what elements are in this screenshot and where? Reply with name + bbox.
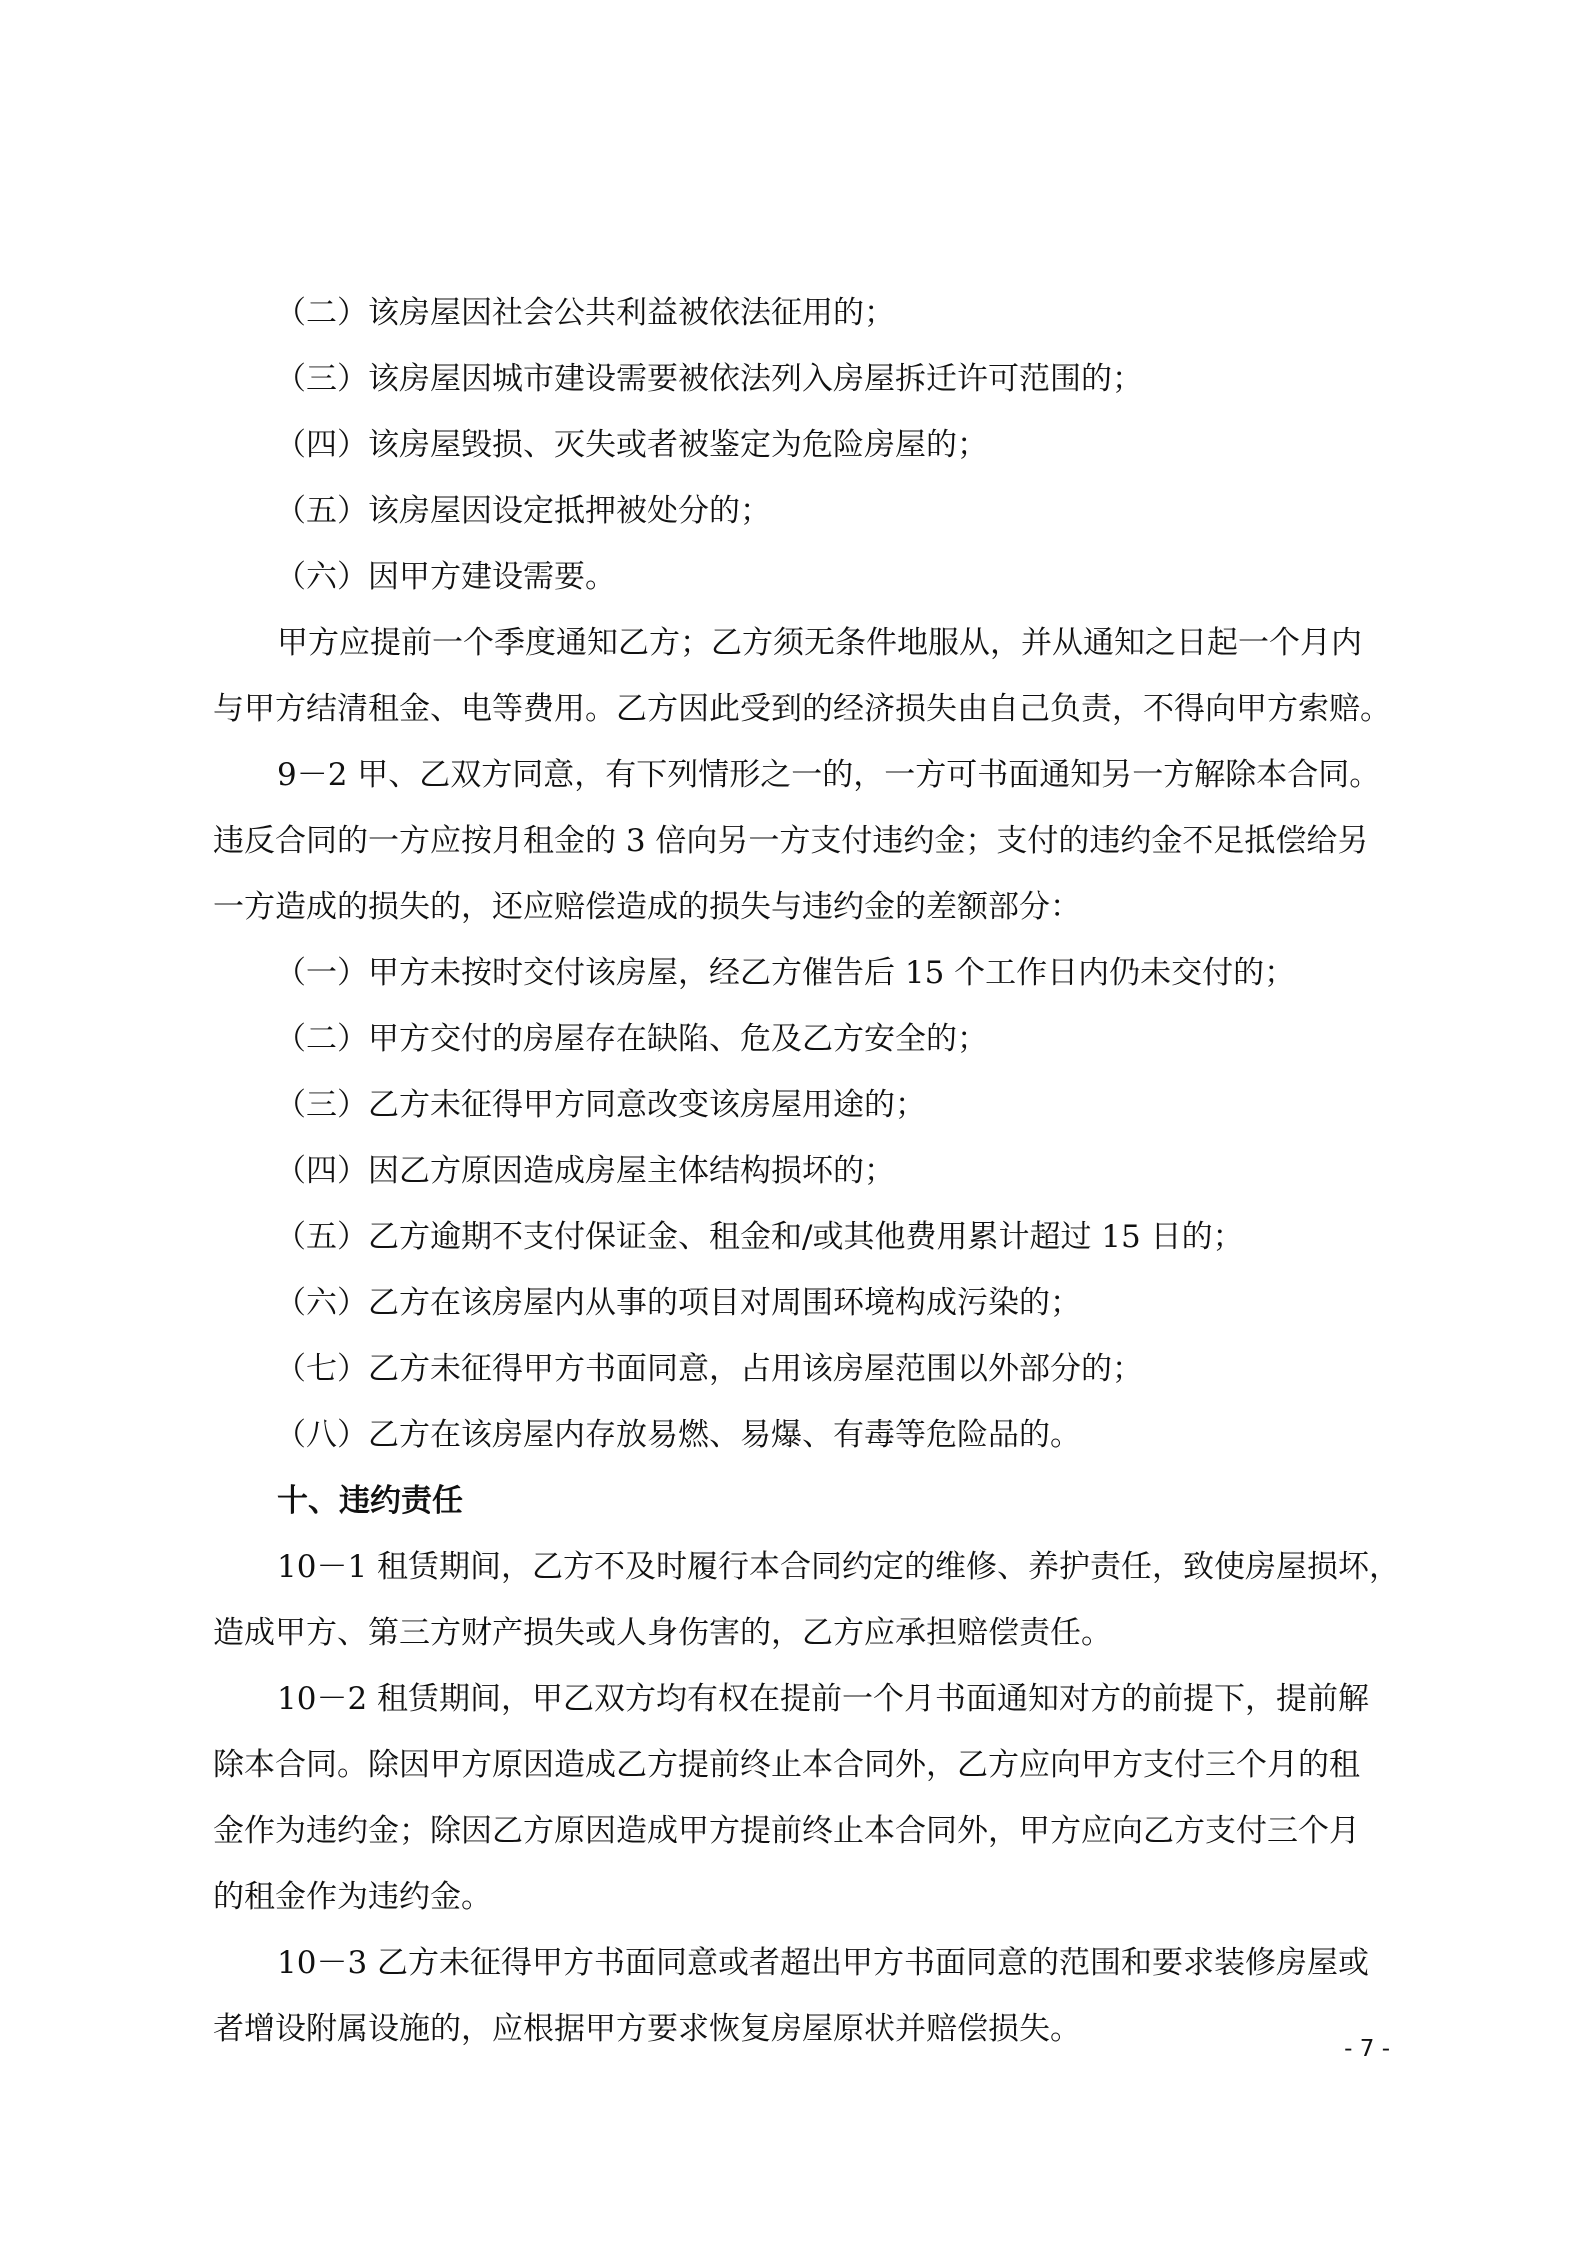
list-item: （四）因乙方原因造成房屋主体结构损坏的； — [275, 1153, 895, 1189]
list-item: （七）乙方未征得甲方书面同意，占用该房屋范围以外部分的； — [275, 1351, 1143, 1387]
list-item: （六）因甲方建设需要。 — [275, 559, 616, 595]
section-heading: 十、违约责任 — [277, 1483, 463, 1519]
page-number: - 7 - — [1344, 2036, 1390, 2062]
paragraph-line: 甲方应提前一个季度通知乙方；乙方须无条件地服从，并从通知之日起一个月内 — [277, 625, 1362, 661]
paragraph-line: 10－2 租赁期间，甲乙双方均有权在提前一个月书面通知对方的前提下，提前解 — [277, 1681, 1370, 1717]
paragraph-line: 与甲方结清租金、电等费用。乙方因此受到的经济损失由自己负责，不得向甲方索赔。 — [213, 691, 1391, 727]
list-item: （二）该房屋因社会公共利益被依法征用的； — [275, 295, 895, 331]
list-item: （八）乙方在该房屋内存放易燃、易爆、有毒等危险品的。 — [275, 1417, 1081, 1453]
list-item: （五）该房屋因设定抵押被处分的； — [275, 493, 771, 529]
list-item: （六）乙方在该房屋内从事的项目对周围环境构成污染的； — [275, 1285, 1081, 1321]
paragraph-line: 一方造成的损失的，还应赔偿造成的损失与违约金的差额部分： — [213, 889, 1081, 925]
paragraph-line: 的租金作为违约金。 — [213, 1879, 492, 1915]
document-body — [213, 280, 1401, 2062]
list-item: （三）乙方未征得甲方同意改变该房屋用途的； — [275, 1087, 926, 1123]
paragraph-line: 违反合同的一方应按月租金的 3 倍向另一方支付违约金；支付的违约金不足抵偿给另 — [213, 823, 1369, 859]
list-item: （三）该房屋因城市建设需要被依法列入房屋拆迁许可范围的； — [275, 361, 1143, 397]
paragraph-line: 造成甲方、第三方财产损失或人身伤害的，乙方应承担赔偿责任。 — [213, 1615, 1112, 1651]
paragraph-line: 10－3 乙方未征得甲方书面同意或者超出甲方书面同意的范围和要求装修房屋或 — [277, 1945, 1370, 1981]
paragraph-line: 金作为违约金；除因乙方原因造成甲方提前终止本合同外，甲方应向乙方支付三个月 — [213, 1813, 1360, 1849]
list-item: （二）甲方交付的房屋存在缺陷、危及乙方安全的； — [275, 1021, 988, 1057]
list-item: （五）乙方逾期不支付保证金、租金和/或其他费用累计超过 15 日的； — [275, 1219, 1244, 1255]
paragraph-line: 10－1 租赁期间，乙方不及时履行本合同约定的维修、养护责任，致使房屋损坏， — [277, 1549, 1401, 1585]
paragraph-line: 者增设附属设施的，应根据甲方要求恢复房屋原状并赔偿损失。 — [213, 2011, 1081, 2047]
paragraph-line: 9－2 甲、乙双方同意，有下列情形之一的，一方可书面通知另一方解除本合同。 — [277, 757, 1381, 793]
list-item: （一）甲方未按时交付该房屋，经乙方催告后 15 个工作日内仍未交付的； — [275, 955, 1296, 991]
list-item: （四）该房屋毁损、灭失或者被鉴定为危险房屋的； — [275, 427, 988, 463]
paragraph-line: 除本合同。除因甲方原因造成乙方提前终止本合同外，乙方应向甲方支付三个月的租 — [213, 1747, 1360, 1783]
